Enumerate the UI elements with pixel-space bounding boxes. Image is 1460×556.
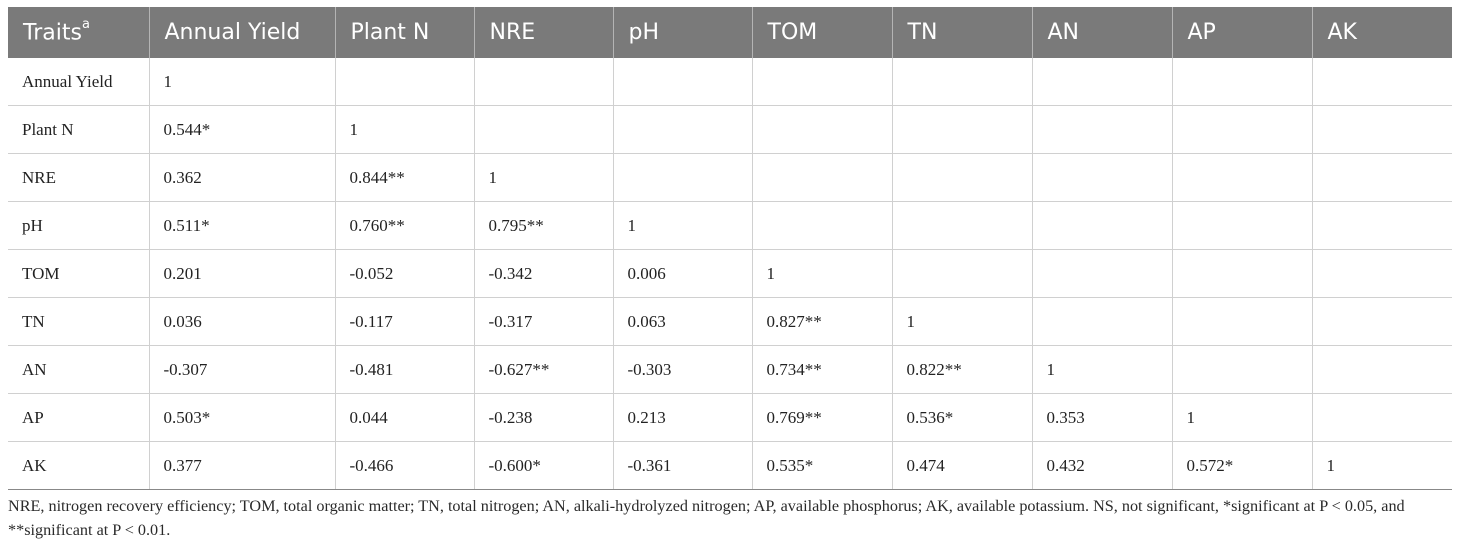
table-cell: 1 [1032,346,1172,394]
table-cell [892,202,1032,250]
header-cell: AK [1312,7,1452,58]
table-cell [1032,106,1172,154]
header-cell: NRE [474,7,613,58]
table-cell: -0.361 [613,442,752,490]
header-cell: Plant N [335,7,474,58]
table-cell: 0.063 [613,298,752,346]
table-row [8,346,1452,394]
table-cell [1172,154,1312,202]
table-cell [892,154,1032,202]
table-cell [1312,298,1452,346]
table-cell: -0.466 [335,442,474,490]
table-cell [1172,58,1312,106]
table-cell: 0.362 [149,154,335,202]
table-cell [892,106,1032,154]
header-cell: TN [892,7,1032,58]
header-cell: Annual Yield [149,7,335,58]
table-cell [1312,106,1452,154]
header-cell: pH [613,7,752,58]
table-cell: 0.201 [149,250,335,298]
table-cell: 1 [335,106,474,154]
header-cell: TOM [752,7,892,58]
table-cell: 0.827** [752,298,892,346]
table-cell: 0.544* [149,106,335,154]
table-row [8,154,1452,202]
row-label: NRE [8,154,149,202]
table-row [8,442,1452,490]
table-cell [335,58,474,106]
table-cell: -0.481 [335,346,474,394]
table-cell: 1 [892,298,1032,346]
row-label: AN [8,346,149,394]
table-row [8,394,1452,442]
table-cell: 0.536* [892,394,1032,442]
table-cell: -0.117 [335,298,474,346]
table-cell [752,58,892,106]
table-cell [1312,346,1452,394]
table-cell [613,106,752,154]
table-cell: 0.044 [335,394,474,442]
table-cell: 0.006 [613,250,752,298]
table-cell: -0.307 [149,346,335,394]
table-cell [613,154,752,202]
row-label: TOM [8,250,149,298]
table-cell: 0.474 [892,442,1032,490]
table-footnote: NRE, nitrogen recovery efficiency; TOM, total organic matter; TN, total nitrogen; AN, alkali-hydrolyzed nitrogen; AP, available phosphorus; AK, available potassium. NS, not significant, *significant at P < 0.05, and **significant at P < 0.01. [8,497,1405,539]
table-cell: 0.535* [752,442,892,490]
table-row [8,106,1452,154]
table-cell: 1 [1172,394,1312,442]
table-row [8,202,1452,250]
table-cell: -0.052 [335,250,474,298]
table-cell: 0.036 [149,298,335,346]
table-cell: -0.238 [474,394,613,442]
table-cell [1312,394,1452,442]
row-label: AP [8,394,149,442]
row-label: Plant N [8,106,149,154]
table-cell: 0.822** [892,346,1032,394]
table-cell [892,250,1032,298]
table-cell: -0.600* [474,442,613,490]
table-cell [1032,298,1172,346]
table-cell: 0.572* [1172,442,1312,490]
table-cell: 1 [752,250,892,298]
table-cell: -0.627** [474,346,613,394]
footnote-marker: a [81,16,90,32]
table-cell: 0.503* [149,394,335,442]
table-cell: -0.303 [613,346,752,394]
row-label: pH [8,202,149,250]
correlation-table-container [8,7,1452,542]
table-cell [1172,250,1312,298]
table-body [8,58,1452,490]
table-cell: 0.769** [752,394,892,442]
table-row [8,58,1452,106]
table-cell: 0.795** [474,202,613,250]
table-row [8,298,1452,346]
table-cell: 0.432 [1032,442,1172,490]
table-cell: 0.377 [149,442,335,490]
table-cell: 0.760** [335,202,474,250]
table-cell [1312,58,1452,106]
table-cell [892,58,1032,106]
table-cell [752,202,892,250]
table-cell [1032,58,1172,106]
table-cell [1312,154,1452,202]
row-label: TN [8,298,149,346]
correlation-table [8,7,1452,490]
table-cell [1032,202,1172,250]
row-label: AK [8,442,149,490]
table-cell: 0.353 [1032,394,1172,442]
table-cell [474,106,613,154]
header-cell-traits [8,7,149,58]
table-cell [752,106,892,154]
table-cell [1172,202,1312,250]
header-cell: AN [1032,7,1172,58]
table-cell: -0.317 [474,298,613,346]
table-cell [1172,346,1312,394]
table-cell: 0.511* [149,202,335,250]
table-cell: -0.342 [474,250,613,298]
table-cell: 1 [1312,442,1452,490]
row-label: Annual Yield [8,58,149,106]
table-cell [474,58,613,106]
table-cell [1172,106,1312,154]
table-cell [1312,202,1452,250]
header-cell: AP [1172,7,1312,58]
table-row [8,250,1452,298]
table-cell [1172,298,1312,346]
table-cell: 1 [613,202,752,250]
table-cell [1032,250,1172,298]
table-cell: 0.213 [613,394,752,442]
table-cell: 0.844** [335,154,474,202]
table-cell [752,154,892,202]
header-traits-label: Traits [23,20,82,46]
table-cell: 1 [474,154,613,202]
table-cell: 0.734** [752,346,892,394]
table-cell [1032,154,1172,202]
table-cell [1312,250,1452,298]
table-cell [613,58,752,106]
header-row [8,7,1452,58]
table-cell: 1 [149,58,335,106]
